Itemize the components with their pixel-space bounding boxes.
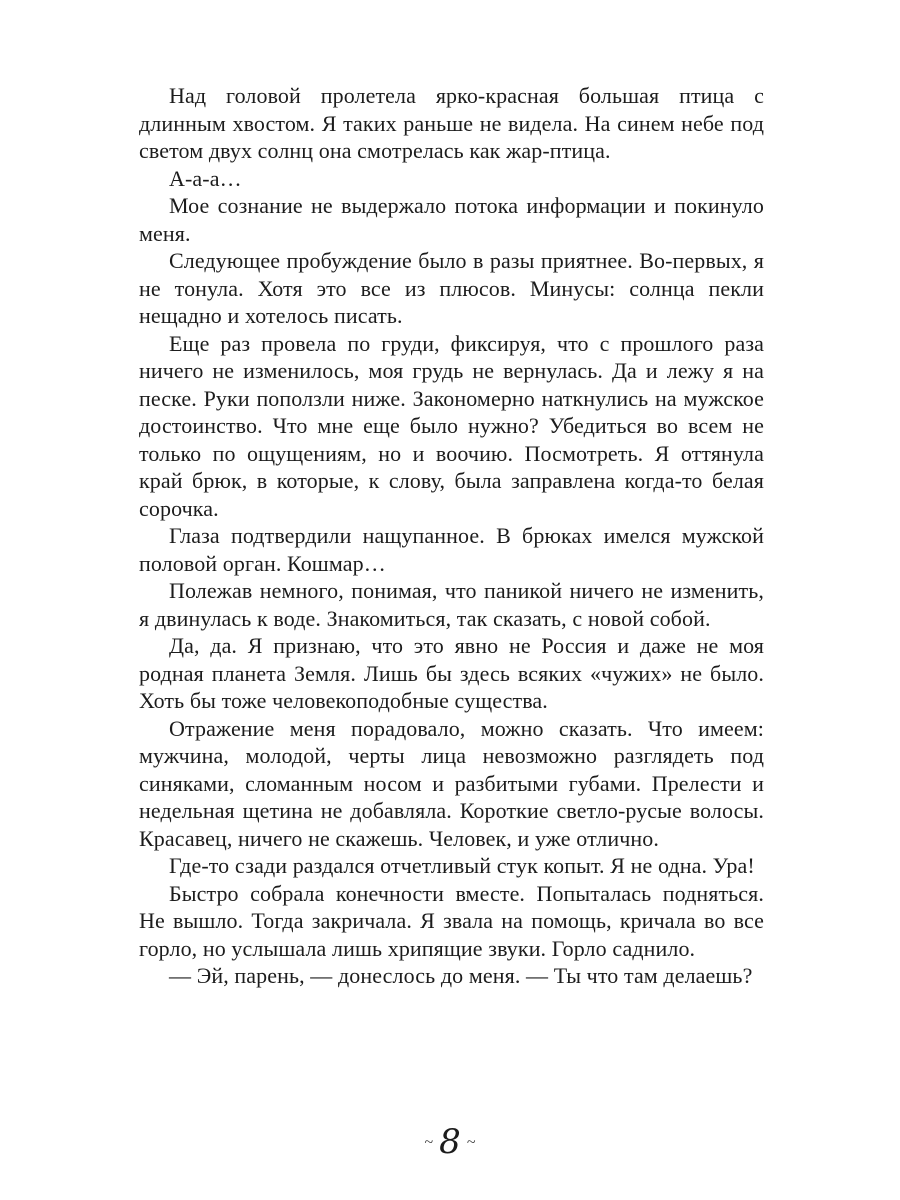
paragraph: — Эй, парень, — донеслось до меня. — Ты что там делаешь? bbox=[169, 963, 753, 988]
paragraph: Глаза подтвердили нащупанное. В брюках имелся мужской половой орган. Кошмар… bbox=[139, 523, 764, 576]
text-block bbox=[139, 82, 764, 990]
footer-ornament-right: ~ bbox=[466, 1134, 476, 1151]
paragraph: Над головой пролетела ярко-красная большая птица с длинным хвостом. Я таких раньше не видела. На синем небе под светом двух солнц она смотрелась как жар-птица. bbox=[139, 83, 764, 163]
page-number: 8 bbox=[439, 1122, 461, 1162]
paragraph: Еще раз провела по груди, фиксируя, что с прошлого раза ничего не изменилось, моя грудь не вернулась. Да и лежу я на песке. Руки поползли ниже. Закономерно наткнулись на мужское достоинство. Что мне еще было нужно? Убедиться во всем не только по ощущениям, но и воочию. Посмотреть. Я оттянула край брюк, в которые, к слову, была заправлена когда-то белая сорочка. bbox=[139, 330, 764, 521]
paragraph: Отражение меня порадовало, можно сказать. Что имеем: мужчина, молодой, черты лица невозможно разглядеть под синяками, сломанным носом и разбитыми губами. Прелести и недельная щетина не добавляла. Короткие светло-русые волосы. Красавец, ничего не скажешь. Человек, и уже отлично. bbox=[139, 715, 764, 851]
page-footer bbox=[0, 1122, 900, 1162]
paragraph: Мое сознание не выдержало потока информации и покинуло меня. bbox=[139, 193, 764, 246]
paragraph: Следующее пробуждение было в разы приятнее. Во-первых, я не тонула. Хотя это все из плюсов. Минусы: солнца пекли нещадно и хотелось писать. bbox=[139, 248, 764, 328]
paragraph: Полежав немного, понимая, что паникой ничего не изменить, я двинулась к воде. Знакомиться, так сказать, с новой собой. bbox=[139, 578, 764, 631]
footer-ornament-left: ~ bbox=[424, 1134, 434, 1151]
paragraph: Где-то сзади раздался отчетливый стук копыт. Я не одна. Ура! bbox=[169, 853, 755, 878]
paragraph: А-а-а… bbox=[169, 165, 242, 191]
paragraph: Да, да. Я признаю, что это явно не Россия и даже не моя родная планета Земля. Лишь бы здесь всяких «чужих» не было. Хоть бы тоже человекоподобные существа. bbox=[139, 633, 764, 713]
paragraph: Быстро собрала конечности вместе. Попыталась подняться. Не вышло. Тогда закричала. Я звала на помощь, кричала во все горло, но услышала лишь хрипящие звуки. Горло саднило. bbox=[139, 880, 764, 961]
